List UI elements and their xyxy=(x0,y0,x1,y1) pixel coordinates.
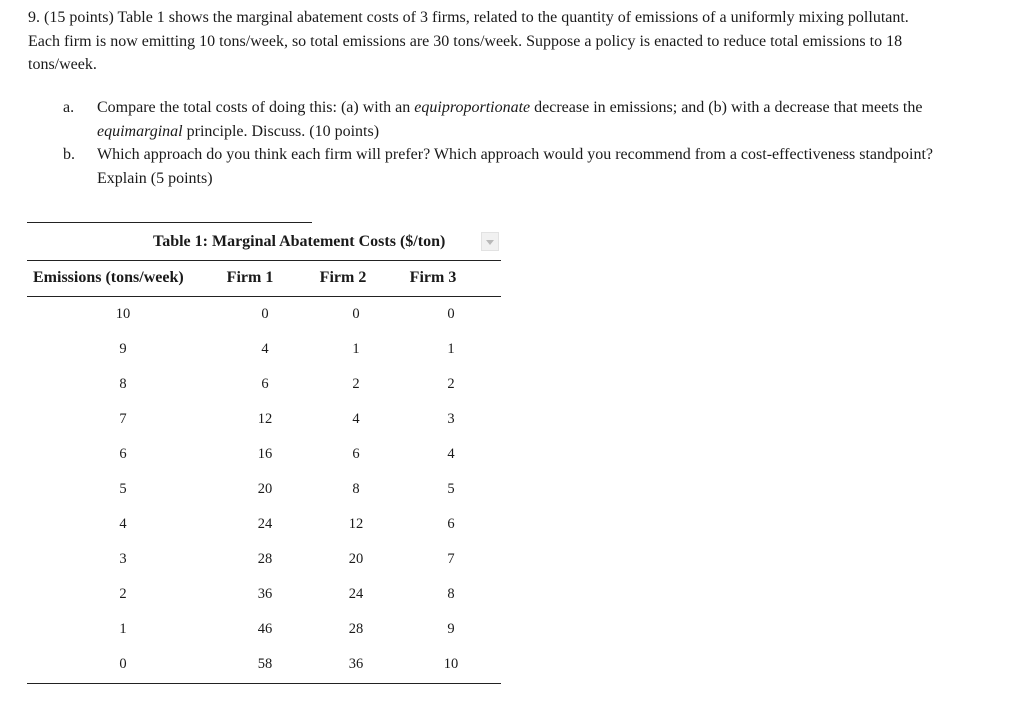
table-row xyxy=(27,302,501,337)
cell-emissions: 2 xyxy=(119,586,127,602)
cell-firm-2: 2 xyxy=(352,376,360,392)
table-rule xyxy=(27,260,501,261)
cell-emissions: 1 xyxy=(119,621,127,637)
cell-emissions: 5 xyxy=(119,481,127,497)
cell-emissions: 8 xyxy=(119,376,127,392)
cell-firm-3: 10 xyxy=(443,656,459,672)
cell-firm-3: 6 xyxy=(447,516,455,532)
cell-firm-1: 36 xyxy=(257,586,273,602)
cell-firm-1: 0 xyxy=(261,306,269,322)
cell-firm-1: 16 xyxy=(257,446,273,462)
cell-emissions: 4 xyxy=(119,516,127,532)
subquestion-text-part: decrease in emissions; and (b) with a decrease that meets the xyxy=(530,99,923,116)
table-row xyxy=(27,512,501,547)
column-header-firm-3: Firm 3 xyxy=(409,269,457,286)
emphasis-term: equimarginal xyxy=(97,122,183,140)
table-row xyxy=(27,652,501,687)
cell-emissions: 6 xyxy=(119,446,127,462)
cell-firm-3: 2 xyxy=(447,376,455,392)
question-text: 9. (15 points) Table 1 shows the marginal abatement costs of 3 firms, related to the quantity of emissions of a uniformly mixing pollutant. Each firm is now emitting 10 tons/week, so total emissions are 30 tons/week. Suppose a policy is enacted to reduce total emissions to 18 tons/week. xyxy=(28,9,909,73)
table-header-row xyxy=(27,266,501,290)
cell-firm-3: 1 xyxy=(447,341,455,357)
subquestion-list xyxy=(28,96,958,190)
table-row xyxy=(27,477,501,512)
cell-firm-3: 8 xyxy=(447,586,455,602)
table-row xyxy=(27,582,501,617)
column-header-firm-2: Firm 2 xyxy=(319,269,367,286)
subquestion-text-part: principle. Discuss. (10 points) xyxy=(182,122,380,140)
cell-firm-3: 3 xyxy=(447,411,455,427)
cell-firm-2: 12 xyxy=(348,516,364,532)
subquestion-marker: a. xyxy=(63,99,75,116)
cell-emissions: 10 xyxy=(115,306,131,322)
cell-firm-2: 28 xyxy=(348,621,364,637)
cell-firm-1: 28 xyxy=(257,551,273,567)
cell-firm-1: 6 xyxy=(261,376,269,392)
cell-firm-2: 36 xyxy=(348,656,364,672)
subquestion-marker: b. xyxy=(63,146,75,163)
cell-firm-1: 24 xyxy=(257,516,273,532)
dropdown-handle[interactable] xyxy=(481,232,499,251)
subquestion-text-part: Compare the total costs of doing this: (a) with an xyxy=(97,99,415,116)
cell-firm-3: 9 xyxy=(447,621,455,637)
table-row xyxy=(27,547,501,582)
cell-firm-1: 20 xyxy=(257,481,273,497)
table-row xyxy=(27,337,501,372)
cell-emissions: 9 xyxy=(119,341,127,357)
chevron-down-icon xyxy=(486,240,494,245)
column-header-firm-1: Firm 1 xyxy=(226,269,274,286)
cell-firm-1: 4 xyxy=(261,341,269,357)
cell-emissions: 3 xyxy=(119,551,127,567)
subquestion-text xyxy=(97,96,958,143)
cell-firm-2: 1 xyxy=(352,341,360,357)
cell-firm-3: 7 xyxy=(447,551,455,567)
cell-emissions: 7 xyxy=(119,411,127,427)
table-row xyxy=(27,617,501,652)
cell-firm-2: 24 xyxy=(348,586,364,602)
table-top-rule xyxy=(27,222,312,223)
table-row xyxy=(27,442,501,477)
cell-firm-2: 4 xyxy=(352,411,360,427)
cell-firm-1: 12 xyxy=(257,411,273,427)
subquestion-b xyxy=(28,143,958,190)
table-row xyxy=(27,372,501,407)
subquestion-text: Which approach do you think each firm will prefer? Which approach would you recommend from a cost-effectiveness standpoint? Explain (5 points) xyxy=(97,146,934,187)
column-header-emissions: Emissions (tons/week) xyxy=(33,269,184,286)
cell-firm-3: 5 xyxy=(447,481,455,497)
cell-firm-2: 8 xyxy=(352,481,360,497)
cell-firm-1: 46 xyxy=(257,621,273,637)
subquestion-a xyxy=(28,96,958,143)
table-body xyxy=(27,302,501,687)
table-bottom-rule xyxy=(27,683,501,684)
cell-firm-3: 0 xyxy=(447,306,455,322)
cell-firm-1: 58 xyxy=(257,656,273,672)
table-row xyxy=(27,407,501,442)
table-caption: Table 1: Marginal Abatement Costs ($/ton) xyxy=(153,233,446,250)
cell-firm-2: 6 xyxy=(352,446,360,462)
cell-firm-3: 4 xyxy=(447,446,455,462)
cell-emissions: 0 xyxy=(119,656,127,672)
emphasis-term: equiproportionate xyxy=(414,99,531,116)
cell-firm-2: 0 xyxy=(352,306,360,322)
table-rule xyxy=(27,296,501,297)
cell-firm-2: 20 xyxy=(348,551,364,567)
